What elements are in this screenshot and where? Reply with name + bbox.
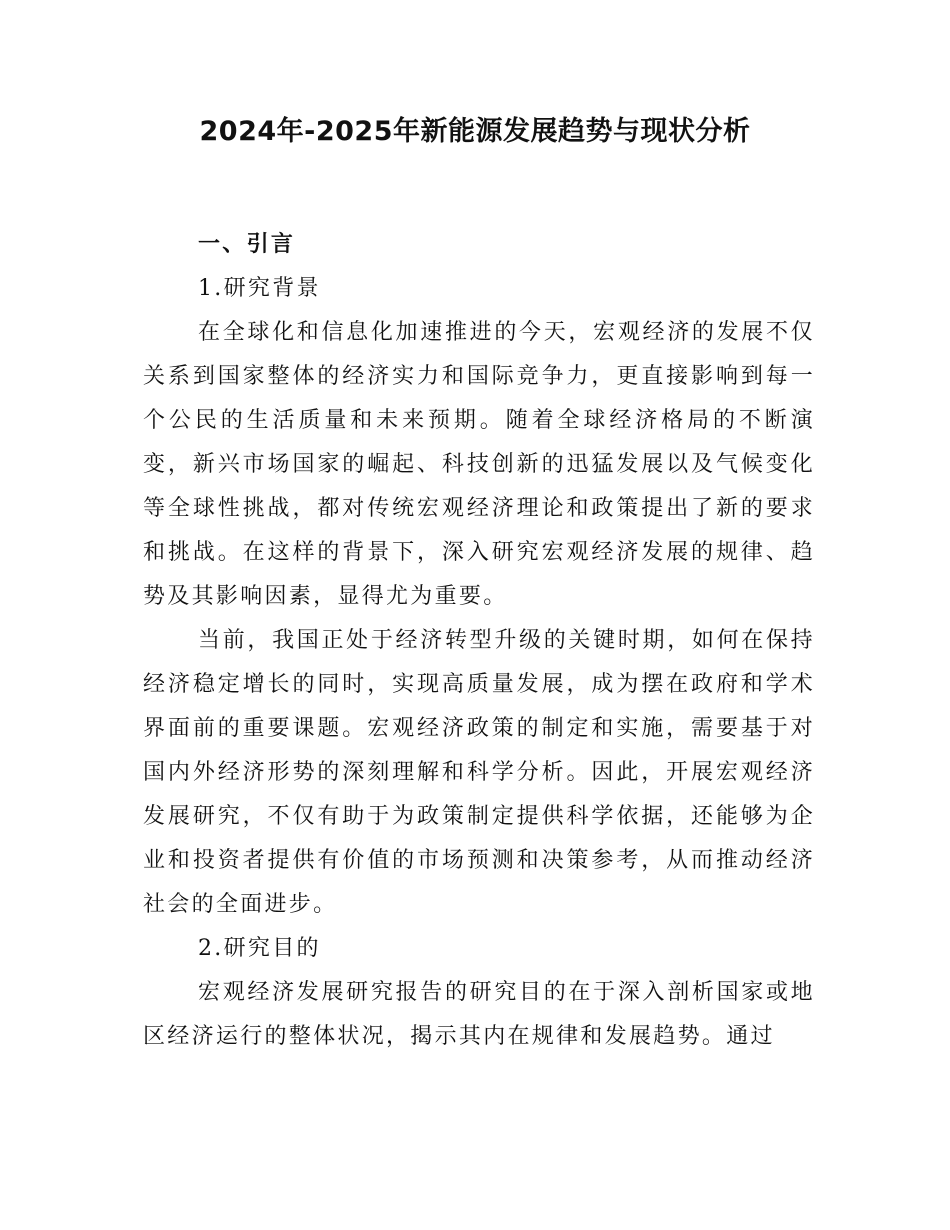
- subsection-heading-purpose: 2.研究目的: [198, 936, 321, 961]
- background-paragraph-2: 当前，我国正处于经济转型升级的关键时期，如何在保持经济稳定增长的同时，实现高质量发展，成为摆在政府和学术界面前的重要课题。宏观经济政策的制定和实施，需要基于对国内外经济形势的深刻理解和科学分析。因此，开展宏观经济发展研究，不仅有助于为政策制定提供科学依据，还能够为企业和投资者提供有价值的市场预测和决策参考，从而推动经济社会的全面进步。: [143, 628, 815, 917]
- purpose-paragraph-1: 宏观经济发展研究报告的研究目的在于深入剖析国家或地区经济运行的整体状况，揭示其内在规律和发展趋势。通过: [143, 980, 815, 1049]
- subsection-heading-background: 1.研究背景: [198, 276, 321, 301]
- document-title: 2024年-2025年新能源发展趋势与现状分析: [199, 116, 751, 147]
- section-heading-introduction: 一、引言: [198, 232, 296, 257]
- background-paragraph-1: 在全球化和信息化加速推进的今天，宏观经济的发展不仅关系到国家整体的经济实力和国际竞争力，更直接影响到每一个公民的生活质量和未来预期。随着全球经济格局的不断演变，新兴市场国家的崛起、科技创新的迅猛发展以及气候变化等全球性挑战，都对传统宏观经济理论和政策提出了新的要求和挑战。在这样的背景下，深入研究宏观经济发展的规律、趋势及其影响因素，显得尤为重要。: [143, 320, 815, 609]
- document-body: [143, 223, 815, 1059]
